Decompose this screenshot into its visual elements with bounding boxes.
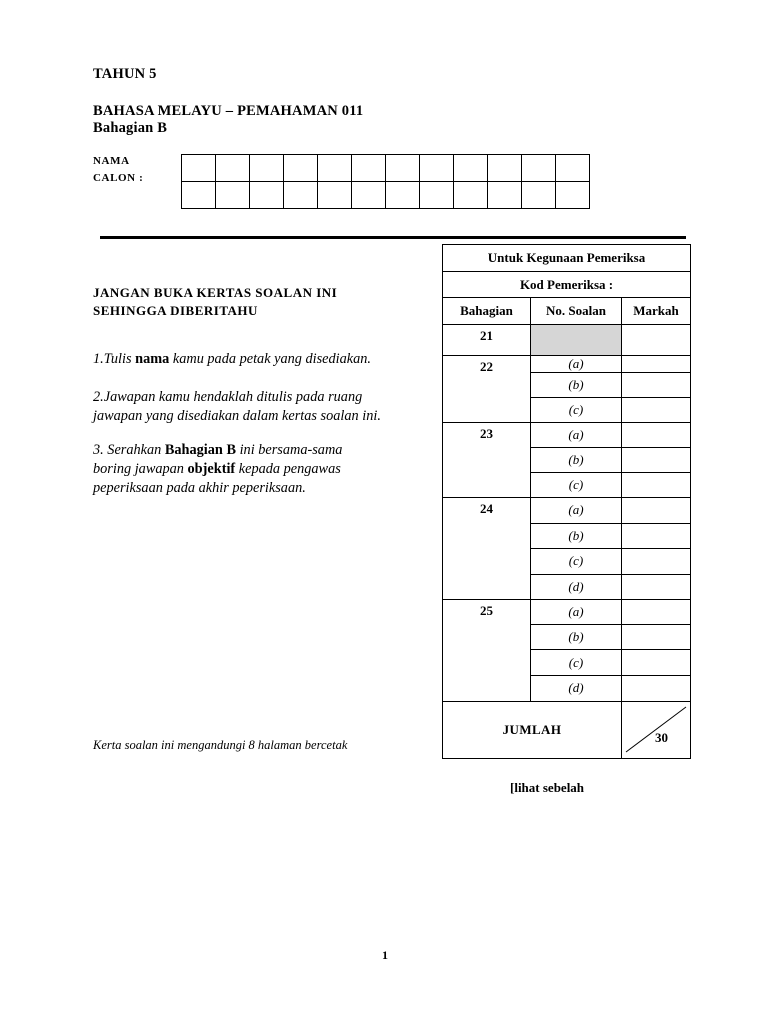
question-25: 25 <box>443 599 531 701</box>
instruction-3-b: Bahagian B <box>164 442 236 458</box>
name-grid-row <box>182 155 590 182</box>
examiner-title: Untuk Kegunaan Pemeriksa <box>443 245 691 272</box>
marks-cell[interactable] <box>622 372 691 397</box>
instruction-3-c: ini bersama-sama <box>236 442 343 458</box>
instruction-1 <box>93 350 371 369</box>
total-marks-cell[interactable] <box>622 701 691 758</box>
subject-heading: BAHASA MELAYU – PEMAHAMAN 011 <box>93 103 364 119</box>
instruction-3-line3: peperiksaan pada akhir peperiksaan. <box>93 480 306 496</box>
name-cell[interactable] <box>488 182 522 209</box>
instruction-2 <box>93 388 381 426</box>
examiner-table <box>442 244 691 759</box>
marks-cell[interactable] <box>622 574 691 599</box>
warning-text <box>93 284 337 320</box>
name-cell[interactable] <box>318 155 352 182</box>
instruction-3-d: boring jawapan <box>93 461 188 477</box>
name-cell[interactable] <box>556 155 590 182</box>
marks-cell[interactable] <box>622 498 691 523</box>
marks-cell[interactable] <box>622 473 691 498</box>
sub-question: (a) <box>531 355 622 372</box>
sub-question: (c) <box>531 548 622 574</box>
sub-question: (b) <box>531 448 622 473</box>
sub-question: (a) <box>531 423 622 448</box>
sub-question: (c) <box>531 650 622 676</box>
marks-cell[interactable] <box>622 448 691 473</box>
name-cell[interactable] <box>386 182 420 209</box>
instruction-3-e: objektif <box>187 461 236 477</box>
name-cell[interactable] <box>284 155 318 182</box>
sub-question: (a) <box>531 599 622 624</box>
marks-cell[interactable] <box>622 548 691 574</box>
name-cell[interactable] <box>182 155 216 182</box>
marks-cell[interactable] <box>622 650 691 676</box>
turn-over-note: [lihat sebelah <box>510 780 585 795</box>
examiner-code-label: Kod Pemeriksa : <box>443 272 691 298</box>
question-22: 22 <box>443 355 531 422</box>
section-heading: Bahagian B <box>93 120 168 136</box>
question-23: 23 <box>443 423 531 498</box>
name-grid-row <box>182 182 590 209</box>
col-section-header: Bahagian <box>443 298 531 325</box>
candidate-name-grid[interactable] <box>181 154 590 209</box>
year-heading: TAHUN 5 <box>93 66 157 82</box>
name-cell[interactable] <box>488 155 522 182</box>
name-cell[interactable] <box>420 155 454 182</box>
instruction-3-a: 3. Serahkan <box>93 442 165 458</box>
warning-line1: JANGAN BUKA KERTAS SOALAN INI <box>93 285 338 300</box>
name-cell[interactable] <box>522 182 556 209</box>
marks-cell[interactable] <box>622 625 691 650</box>
name-cell[interactable] <box>522 155 556 182</box>
sub-question: (b) <box>531 372 622 397</box>
name-cell[interactable] <box>556 182 590 209</box>
candidate-label-line2: CALON : <box>93 172 144 184</box>
sub-question: (c) <box>531 473 622 498</box>
name-cell[interactable] <box>454 182 488 209</box>
col-marks-header: Markah <box>622 298 691 325</box>
sub-question: (d) <box>531 676 622 701</box>
sub-question: (c) <box>531 397 622 422</box>
name-cell[interactable] <box>216 155 250 182</box>
name-cell[interactable] <box>284 182 318 209</box>
marks-cell[interactable] <box>622 355 691 372</box>
instruction-1-b: nama <box>135 351 170 367</box>
pages-note: Kerta soalan ini mengandungi 8 halaman bercetak <box>93 738 348 752</box>
name-cell[interactable] <box>250 182 284 209</box>
name-cell[interactable] <box>216 182 250 209</box>
page-number: 1 <box>382 948 388 962</box>
question-21: 21 <box>443 325 531 355</box>
instruction-3-f: kepada pengawas <box>235 461 341 477</box>
candidate-label-line1: NAMA <box>93 155 130 167</box>
instruction-1-c: kamu pada petak yang disediakan. <box>169 351 371 367</box>
marks-cell[interactable] <box>622 599 691 624</box>
name-cell[interactable] <box>420 182 454 209</box>
sub-question: (a) <box>531 498 622 523</box>
sub-question: (b) <box>531 625 622 650</box>
name-cell[interactable] <box>352 182 386 209</box>
instruction-2-line2: jawapan yang disediakan dalam kertas soalan ini. <box>93 408 381 424</box>
marks-cell[interactable] <box>622 325 691 355</box>
candidate-label <box>93 153 143 187</box>
total-max-marks: 30 <box>655 730 669 745</box>
total-label: JUMLAH <box>443 701 622 758</box>
name-cell[interactable] <box>318 182 352 209</box>
question-21-shaded <box>531 325 622 355</box>
marks-cell[interactable] <box>622 523 691 548</box>
marks-cell[interactable] <box>622 397 691 422</box>
sub-question: (b) <box>531 523 622 548</box>
warning-line2: SEHINGGA DIBERITAHU <box>93 303 258 318</box>
instruction-3 <box>93 441 342 498</box>
marks-cell[interactable] <box>622 423 691 448</box>
name-cell[interactable] <box>352 155 386 182</box>
name-cell[interactable] <box>250 155 284 182</box>
instruction-2-line1: 2.Jawapan kamu hendaklah ditulis pada ruang <box>93 389 363 405</box>
name-cell[interactable] <box>386 155 420 182</box>
instruction-1-a: 1.Tulis <box>93 351 136 367</box>
sub-question: (d) <box>531 574 622 599</box>
name-cell[interactable] <box>454 155 488 182</box>
marks-cell[interactable] <box>622 676 691 701</box>
col-question-header: No. Soalan <box>531 298 622 325</box>
question-24: 24 <box>443 498 531 600</box>
name-cell[interactable] <box>182 182 216 209</box>
divider-rule <box>100 236 686 239</box>
